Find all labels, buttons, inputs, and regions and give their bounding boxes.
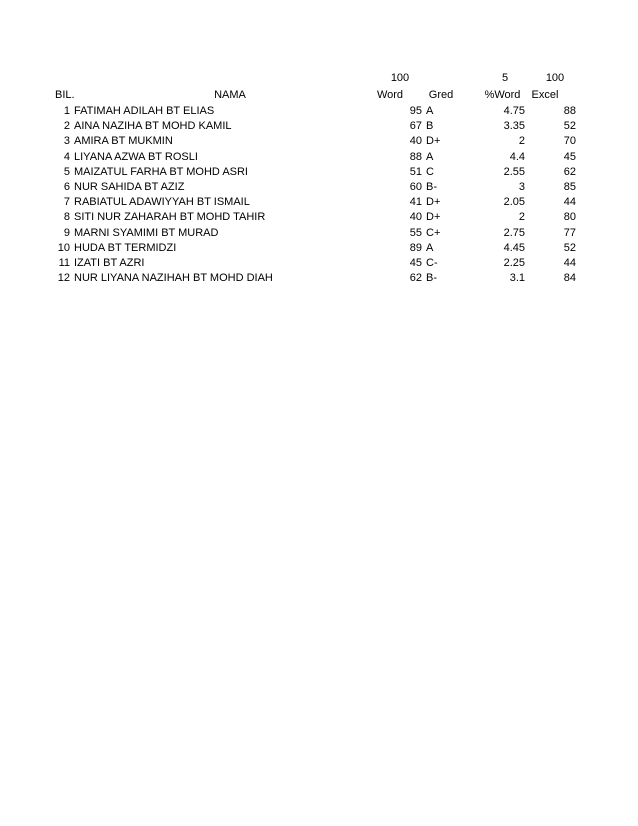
row-pct-word: 4.4 xyxy=(509,151,525,163)
row-word-score: 60 xyxy=(409,181,422,193)
row-excel-score: 62 xyxy=(563,166,576,178)
row-word-score: 55 xyxy=(409,227,422,239)
row-excel-score: 80 xyxy=(563,211,576,223)
row-bil: 2 xyxy=(63,120,70,132)
row-pct-word: 2.05 xyxy=(503,196,525,208)
row-gred: B xyxy=(426,120,434,132)
row-nama: IZATI BT AZRI xyxy=(74,257,145,269)
row-bil: 12 xyxy=(57,272,70,284)
row-gred: A xyxy=(426,242,434,254)
row-bil: 1 xyxy=(63,105,70,117)
header-pct-word: %Word xyxy=(484,89,521,101)
row-bil: 3 xyxy=(63,135,70,147)
row-pct-word: 2 xyxy=(518,135,525,147)
row-word-score: 89 xyxy=(409,242,422,254)
row-nama: AMIRA BT MUKMIN xyxy=(74,135,173,147)
row-word-score: 88 xyxy=(409,151,422,163)
header-gred: Gred xyxy=(428,89,454,101)
row-nama: RABIATUL ADAWIYYAH BT ISMAIL xyxy=(74,196,250,208)
word-max-value: 100 xyxy=(390,72,410,84)
row-bil: 10 xyxy=(57,242,70,254)
row-word-score: 51 xyxy=(409,166,422,178)
pct-word-max-value: 5 xyxy=(501,72,509,84)
row-pct-word: 3.1 xyxy=(509,272,525,284)
row-word-score: 41 xyxy=(409,196,422,208)
header-bil: BIL. xyxy=(55,89,75,101)
row-excel-score: 45 xyxy=(563,151,576,163)
row-gred: D+ xyxy=(426,196,441,208)
row-excel-score: 44 xyxy=(563,257,576,269)
row-bil: 9 xyxy=(63,227,70,239)
row-gred: A xyxy=(426,105,434,117)
row-bil: 5 xyxy=(63,166,70,178)
row-gred: B- xyxy=(426,181,437,193)
row-pct-word: 2.55 xyxy=(503,166,525,178)
row-nama: HUDA BT TERMIDZI xyxy=(74,242,177,254)
row-excel-score: 84 xyxy=(563,272,576,284)
row-pct-word: 2 xyxy=(518,211,525,223)
row-pct-word: 2.25 xyxy=(503,257,525,269)
row-bil: 8 xyxy=(63,211,70,223)
row-excel-score: 70 xyxy=(563,135,576,147)
row-nama: FATIMAH ADILAH BT ELIAS xyxy=(74,105,215,117)
row-gred: B- xyxy=(426,272,437,284)
row-gred: D+ xyxy=(426,211,441,223)
row-nama: NUR LIYANA NAZIHAH BT MOHD DIAH xyxy=(74,272,273,284)
row-gred: D+ xyxy=(426,135,441,147)
row-word-score: 40 xyxy=(409,211,422,223)
row-nama: NUR SAHIDA BT AZIZ xyxy=(74,181,185,193)
row-excel-score: 44 xyxy=(563,196,576,208)
row-gred: C xyxy=(426,166,434,178)
row-gred: C- xyxy=(426,257,438,269)
excel-max-value: 100 xyxy=(545,72,565,84)
row-word-score: 40 xyxy=(409,135,422,147)
row-word-score: 62 xyxy=(409,272,422,284)
row-nama: SITI NUR ZAHARAH BT MOHD TAHIR xyxy=(74,211,266,223)
row-nama: MAIZATUL FARHA BT MOHD ASRI xyxy=(74,166,248,178)
row-nama: LIYANA AZWA BT ROSLI xyxy=(74,151,198,163)
row-bil: 4 xyxy=(63,151,70,163)
row-excel-score: 88 xyxy=(563,105,576,117)
row-pct-word: 4.45 xyxy=(503,242,525,254)
row-gred: A xyxy=(426,151,434,163)
row-pct-word: 4.75 xyxy=(503,105,525,117)
header-excel: Excel xyxy=(531,89,559,101)
row-bil: 11 xyxy=(58,257,70,269)
row-word-score: 45 xyxy=(409,257,422,269)
row-pct-word: 3.35 xyxy=(503,120,525,132)
row-bil: 6 xyxy=(63,181,70,193)
row-excel-score: 52 xyxy=(563,120,576,132)
row-excel-score: 85 xyxy=(563,181,576,193)
row-word-score: 67 xyxy=(409,120,422,132)
header-nama: NAMA xyxy=(214,89,246,101)
row-bil: 7 xyxy=(63,196,70,208)
row-excel-score: 77 xyxy=(563,227,576,239)
row-word-score: 95 xyxy=(409,105,422,117)
row-pct-word: 3 xyxy=(518,181,525,193)
row-gred: C+ xyxy=(426,227,441,239)
row-excel-score: 52 xyxy=(563,242,576,254)
header-word: Word xyxy=(376,89,404,101)
row-pct-word: 2.75 xyxy=(503,227,525,239)
row-nama: MARNI SYAMIMI BT MURAD xyxy=(74,227,219,239)
row-nama: AINA NAZIHA BT MOHD KAMIL xyxy=(74,120,232,132)
